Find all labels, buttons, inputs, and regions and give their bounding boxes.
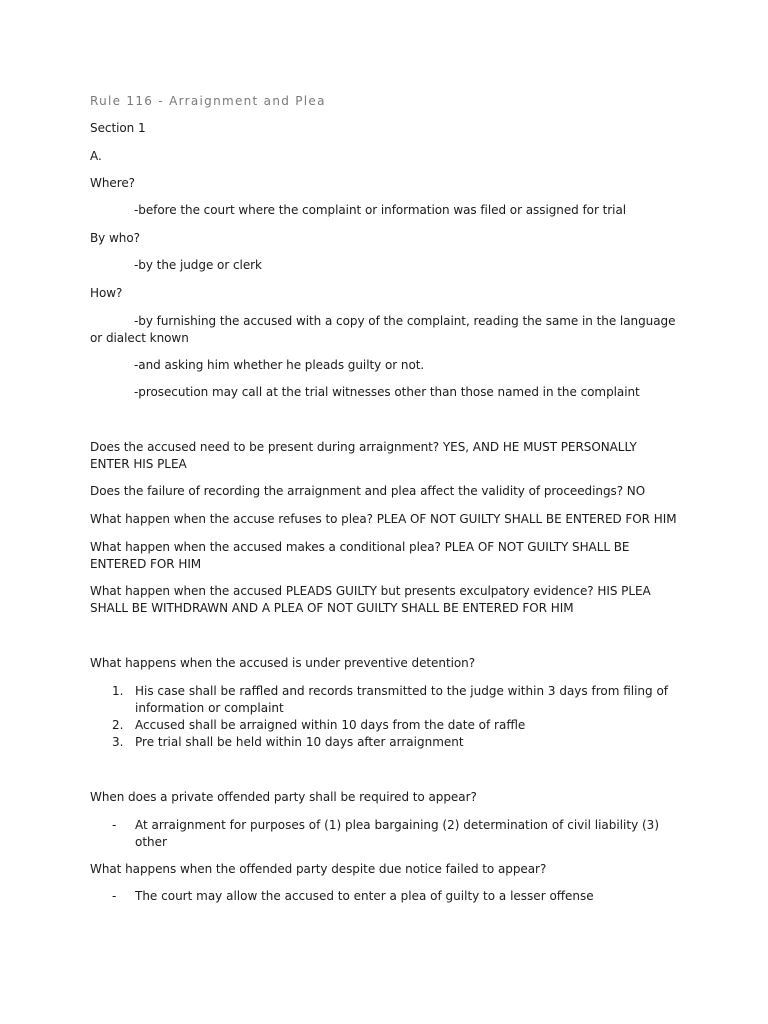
qa-refuses-plea: What happen when the accuse refuses to plea? PLEA OF NOT GUILTY SHALL BE ENTERED FOR HIM bbox=[90, 512, 677, 526]
offended-question: When does a private offended party shall be required to appear? bbox=[90, 790, 477, 804]
list-marker: - bbox=[112, 818, 117, 832]
list-marker: 3. bbox=[112, 735, 124, 749]
how-answer-2: -and asking him whether he pleads guilty or not. bbox=[134, 358, 425, 372]
bywho-question: By who? bbox=[90, 231, 140, 245]
document-title: Rule 116 - Arraignment and Plea bbox=[90, 94, 326, 108]
part-label: A. bbox=[90, 149, 102, 163]
where-question: Where? bbox=[90, 176, 135, 190]
qa-conditional-plea: What happen when the accused makes a conditional plea? PLEA OF NOT GUILTY SHALL BE ENTERED FOR HIM bbox=[90, 540, 630, 571]
list-text: The court may allow the accused to enter a plea of guilty to a lesser offense bbox=[135, 889, 594, 903]
list-marker: 2. bbox=[112, 718, 124, 732]
failed-question: What happens when the offended party despite due notice failed to appear? bbox=[90, 862, 547, 876]
qa-pleads-guilty: What happen when the accused PLEADS GUILTY but presents exculpatory evidence? HIS PLEA SHALL BE WITHDRAWN AND A PLEA OF NOT GUILTY SHALL BE ENTERED FOR HIM bbox=[90, 584, 651, 615]
list-marker: 1. bbox=[112, 684, 124, 698]
list-text: His case shall be raffled and records transmitted to the judge within 3 days from filing of information or complaint bbox=[135, 684, 669, 715]
qa-presence: Does the accused need to be present during arraignment? YES, AND HE MUST PERSONALLY ENTER HIS PLEA bbox=[90, 440, 637, 471]
detention-question: What happens when the accused is under preventive detention? bbox=[90, 656, 476, 670]
bywho-answer: -by the judge or clerk bbox=[134, 258, 262, 272]
how-answer-1: -by furnishing the accused with a copy of the complaint, reading the same in the language or dialect known bbox=[90, 314, 676, 345]
list-text: At arraignment for purposes of (1) plea bargaining (2) determination of civil liability (3) other bbox=[135, 818, 659, 849]
where-answer: -before the court where the complaint or information was filed or assigned for trial bbox=[134, 203, 627, 217]
how-question: How? bbox=[90, 286, 123, 300]
qa-recording: Does the failure of recording the arraignment and plea affect the validity of proceedings? NO bbox=[90, 484, 646, 498]
list-marker: - bbox=[112, 889, 117, 903]
section-heading: Section 1 bbox=[90, 121, 146, 135]
list-text: Accused shall be arraigned within 10 days from the date of raffle bbox=[135, 718, 526, 732]
how-answer-3: -prosecution may call at the trial witnesses other than those named in the complaint bbox=[134, 385, 640, 399]
list-text: Pre trial shall be held within 10 days after arraignment bbox=[135, 735, 464, 749]
